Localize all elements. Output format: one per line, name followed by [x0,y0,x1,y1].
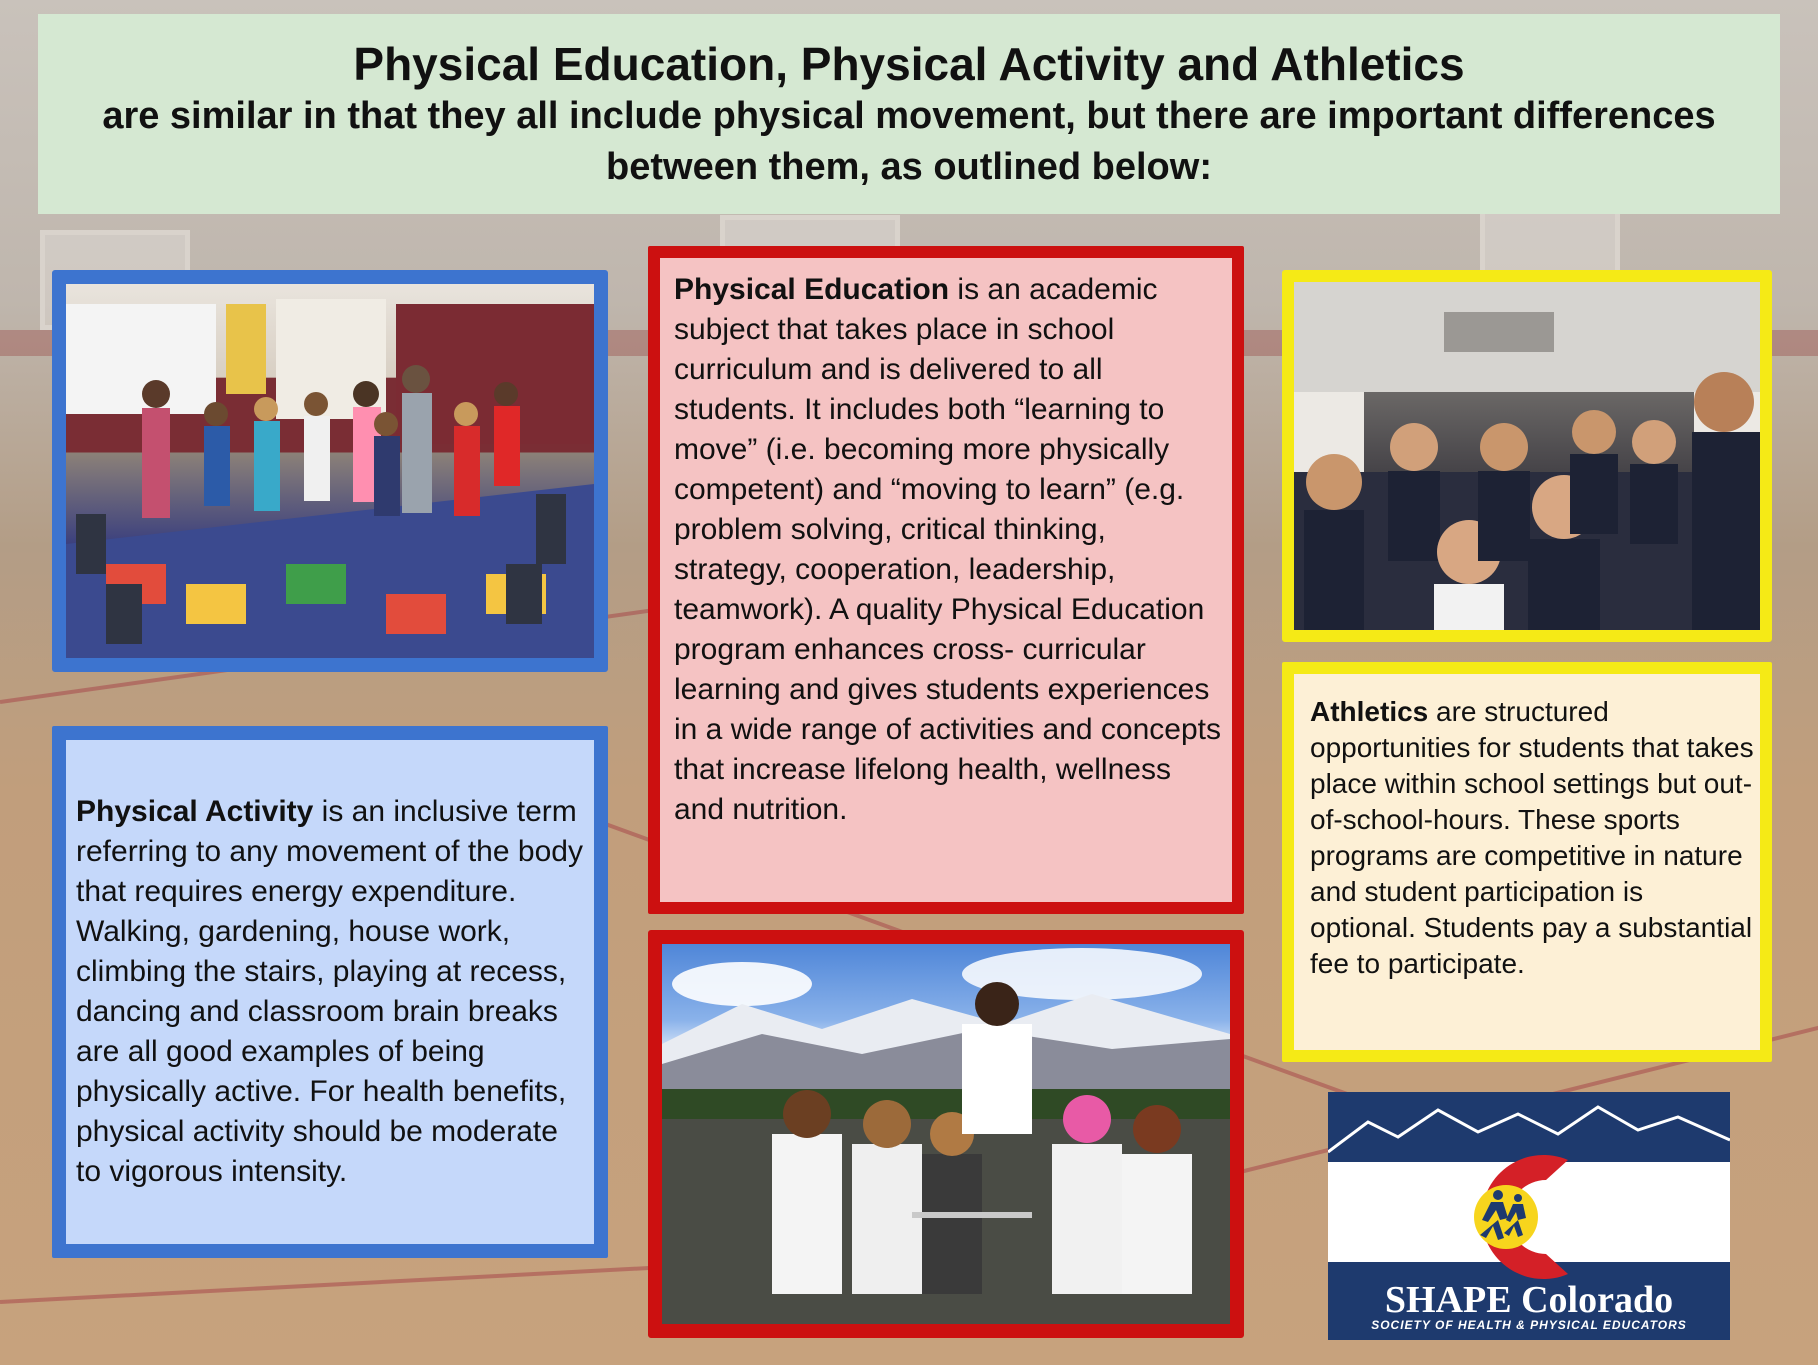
athletics-term: Athletics [1310,696,1429,727]
physical-education-term: Physical Education [674,273,950,306]
physical-activity-box [52,726,608,1258]
shape-colorado-logo [1328,1092,1730,1340]
court-line [0,1266,649,1304]
logo-subtitle: SOCIETY OF HEALTH & PHYSICAL EDUCATORS [1371,1318,1687,1332]
logo-name: SHAPE Colorado [1384,1279,1674,1321]
outdoor-activity-illustration [662,944,1230,1324]
classroom-photo [52,270,608,672]
page-title: Physical Education, Physical Activity and Athletics [353,38,1465,90]
physical-activity-term: Physical Activity [76,795,314,828]
physical-education-box [648,246,1244,914]
team-bus-illustration [1294,282,1760,630]
page-subtitle: are similar in that they all include physical movement, but there are important differences between them, as outlined below: [102,94,1716,189]
outdoor-activity-photo [648,930,1244,1338]
physical-education-description: is an academic subject that takes place in school curriculum and is delivered to all students. It includes both “learning to move” (i.e. becoming more physically competent) and “moving to learn” (e.g. problem solving, critical thinking, strategy, cooperation, leadership, teamwork). A quality Physical Education program enhances cross- curricular learning and gives students experiences in a wide range of activities and concepts that increase lifelong health, wellness and nutrition. [674,273,1221,826]
classroom-photo-illustration [66,284,594,658]
physical-activity-description: is an inclusive term referring to any movement of the body that requires energy expenditure. Walking, gardening, house work, climbing the stairs, playing at recess, dancing and classroom brain breaks are all good examples of being physically active. For health benefits, physical activity should be moderate to vigorous intensity. [76,795,583,1188]
athletics-box [1282,662,1772,1062]
team-bus-photo [1282,270,1772,642]
title-panel [38,14,1780,214]
athletics-description: are structured opportunities for students that takes place within school settings but out-of-school-hours. These sports programs are competitive in nature and student participation is optional. Students pay a substantial fee to participate. [1310,696,1754,979]
